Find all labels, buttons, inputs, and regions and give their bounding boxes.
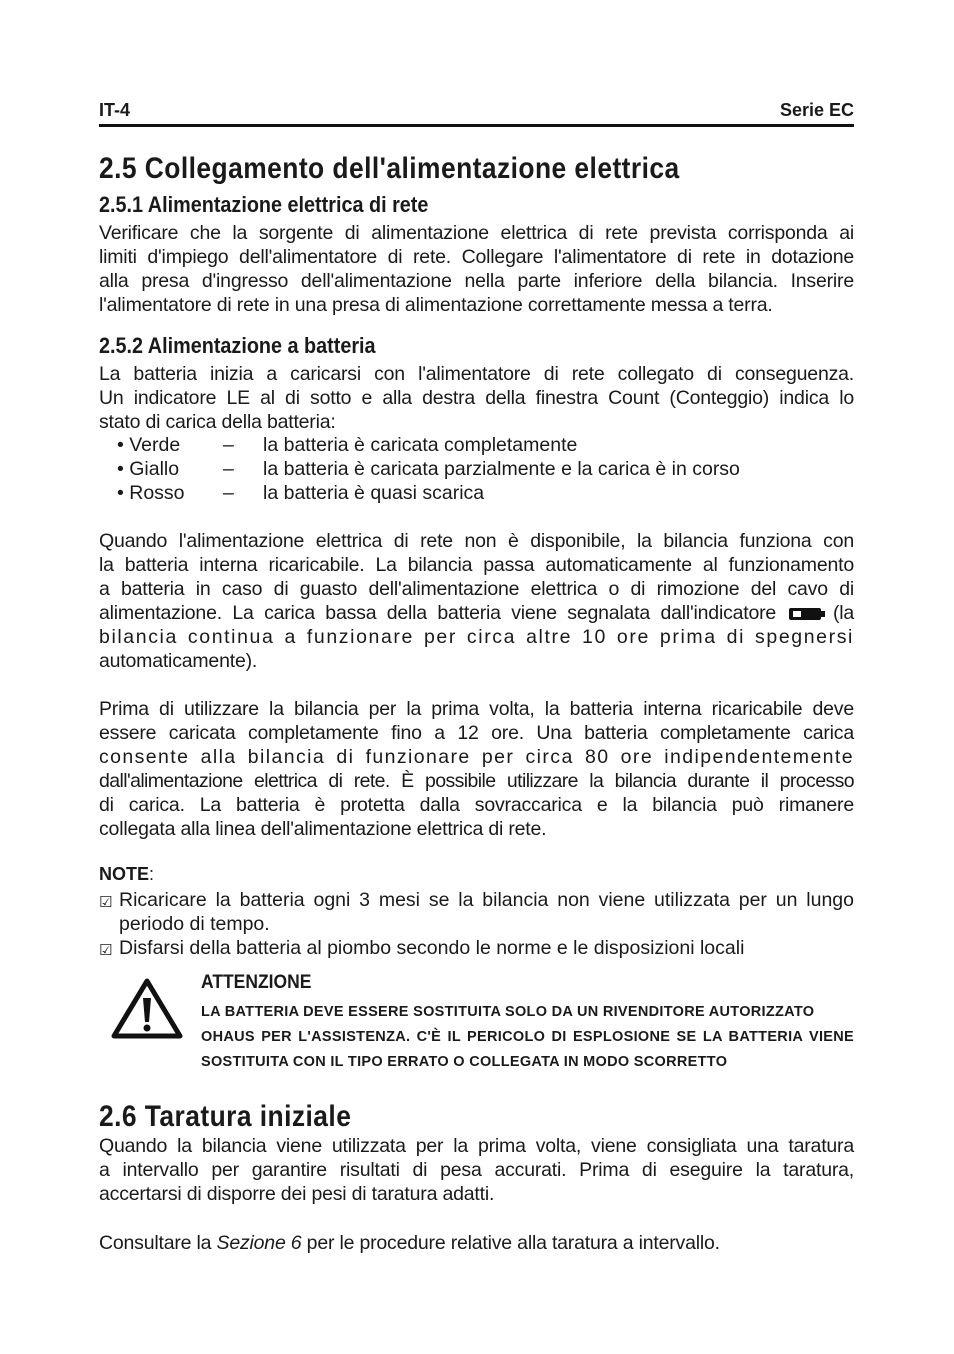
page-number: IT-4 bbox=[99, 100, 131, 120]
text-line: accertarsi di disporre dei pesi di taratura adatti. bbox=[99, 1183, 495, 1205]
text-line: Ricaricare la batteria ogni 3 mesi se la bilancia non viene utilizzata per un lungo bbox=[119, 889, 854, 911]
paragraph-battery-intro bbox=[99, 362, 854, 434]
text-line bbox=[99, 601, 854, 625]
checkbox-icon: ☑ bbox=[99, 894, 113, 911]
text-fragment: per le procedure relative alla taratura a intervallo. bbox=[306, 1232, 720, 1254]
text-line: stato di carica della batteria: bbox=[99, 411, 336, 433]
text-line: LA BATTERIA DEVE ESSERE SOSTITUITA SOLO DA UN RIVENDITORE AUTORIZZATO bbox=[201, 1004, 815, 1020]
list-item bbox=[117, 433, 740, 457]
section-title-2-5-1: 2.5.1 Alimentazione elettrica di rete bbox=[99, 192, 429, 217]
low-battery-icon bbox=[789, 608, 821, 620]
paragraph-first-use bbox=[99, 697, 854, 841]
notes-list bbox=[99, 888, 854, 963]
text-fragment: (la bbox=[832, 602, 855, 624]
text-line: periodo di tempo. bbox=[119, 913, 270, 935]
text-line: automaticamente). bbox=[99, 650, 258, 672]
text-line: Quando la bilancia viene utilizzata per la prima volta, viene consigliata una taratura bbox=[99, 1135, 854, 1157]
warning-title: ATTENZIONE bbox=[201, 972, 312, 993]
dash: – bbox=[223, 458, 234, 480]
section-title-2-6: 2.6 Taratura iniziale bbox=[99, 1100, 352, 1133]
text-line: Disfarsi della batteria al piombo secondo le norme e le disposizioni locali bbox=[119, 937, 745, 959]
warning-triangle-icon bbox=[111, 978, 183, 1040]
status-color: • Rosso bbox=[117, 482, 185, 504]
paragraph-initial-calibration bbox=[99, 1134, 854, 1206]
status-text: la batteria è caricata completamente bbox=[263, 434, 578, 456]
text-line: Prima di utilizzare la bilancia per la prima volta, la batteria interna ricaricabile deve bbox=[99, 698, 854, 720]
section-title-2-5: 2.5 Collegamento dell'alimentazione elettrica bbox=[99, 152, 680, 185]
note-colon: : bbox=[149, 864, 155, 884]
section-title-2-5-2: 2.5.2 Alimentazione a batteria bbox=[99, 333, 376, 358]
note-item bbox=[99, 888, 854, 936]
list-item bbox=[117, 457, 740, 481]
paragraph-mains-power bbox=[99, 221, 854, 317]
status-text: la batteria è quasi scarica bbox=[263, 482, 485, 504]
status-color: • Giallo bbox=[117, 458, 180, 480]
text-line: alla presa d'ingresso dell'alimentazione nella parte inferiore della bilancia. Inserire bbox=[99, 270, 854, 292]
text-line: a batteria in caso di guasto dell'alimentazione elettrica o di rimozione del cavo di bbox=[99, 578, 854, 600]
paragraph-battery-operation bbox=[99, 529, 854, 673]
note-item bbox=[99, 936, 854, 963]
section-link-text: Sezione 6 bbox=[216, 1232, 302, 1254]
text-line: di carica. La batteria è protetta dalla sovraccarica e la bilancia può rimanere bbox=[99, 794, 854, 816]
text-line: dall'alimentazione elettrica di rete. È possibile utilizzare la bilancia durante il processo bbox=[99, 770, 854, 792]
page-header bbox=[99, 100, 854, 127]
status-text: la batteria è caricata parzialmente e la carica è in corso bbox=[263, 458, 740, 480]
text-fragment: alimentazione. La carica bassa della batteria viene segnalata dall'indicatore bbox=[99, 602, 777, 624]
text-line: Quando l'alimentazione elettrica di rete non è disponibile, la bilancia funziona con bbox=[99, 530, 854, 552]
text-line: La batteria inizia a caricarsi con l'alimentatore di rete collegato di conseguenza. bbox=[99, 363, 854, 385]
checkbox-icon: ☑ bbox=[99, 942, 113, 959]
warning-text bbox=[201, 1000, 854, 1075]
text-line: a intervallo per garantire risultati di pesa accurati. Prima di eseguire la taratura, bbox=[99, 1159, 854, 1181]
status-color: • Verde bbox=[117, 434, 181, 456]
note-label: NOTE bbox=[99, 864, 150, 884]
text-line: SOSTITUITA CON IL TIPO ERRATO O COLLEGATA IN MODO SCORRETTO bbox=[201, 1054, 728, 1070]
text-line: bilancia continua a funzionare per circa altre 10 ore prima di spegnersi bbox=[99, 626, 854, 648]
text-fragment: Consultare la bbox=[99, 1232, 212, 1254]
text-line: consente alla bilancia di funzionare per circa 80 ore indipendentemente bbox=[99, 746, 854, 768]
dash: – bbox=[223, 482, 234, 504]
series-name: Serie EC bbox=[779, 100, 854, 120]
note-heading bbox=[99, 864, 154, 885]
battery-status-list bbox=[117, 433, 740, 505]
dash: – bbox=[223, 434, 234, 456]
text-line: collegata alla linea dell'alimentazione elettrica di rete. bbox=[99, 818, 547, 840]
text-line: essere caricata completamente fino a 12 ore. Una batteria completamente carica bbox=[99, 722, 854, 744]
text-line: OHAUS PER L'ASSISTENZA. C'È IL PERICOLO DI ESPLOSIONE SE LA BATTERIA VIENE bbox=[201, 1029, 854, 1045]
text-line: Un indicatore LE al di sotto e alla destra della finestra Count (Conteggio) indica lo bbox=[99, 387, 854, 409]
text-line: Verificare che la sorgente di alimentazione elettrica di rete prevista corrisponda ai bbox=[99, 222, 854, 244]
text-line: l'alimentatore di rete in una presa di alimentazione correttamente messa a terra. bbox=[99, 294, 773, 316]
text-line: limiti d'impiego dell'alimentatore di rete. Collegare l'alimentatore di rete in dotazione bbox=[99, 246, 854, 268]
list-item bbox=[117, 481, 740, 505]
paragraph-section-reference bbox=[99, 1231, 854, 1255]
text-line: la batteria interna ricaricabile. La bilancia passa automaticamente al funzionamento bbox=[99, 554, 854, 576]
